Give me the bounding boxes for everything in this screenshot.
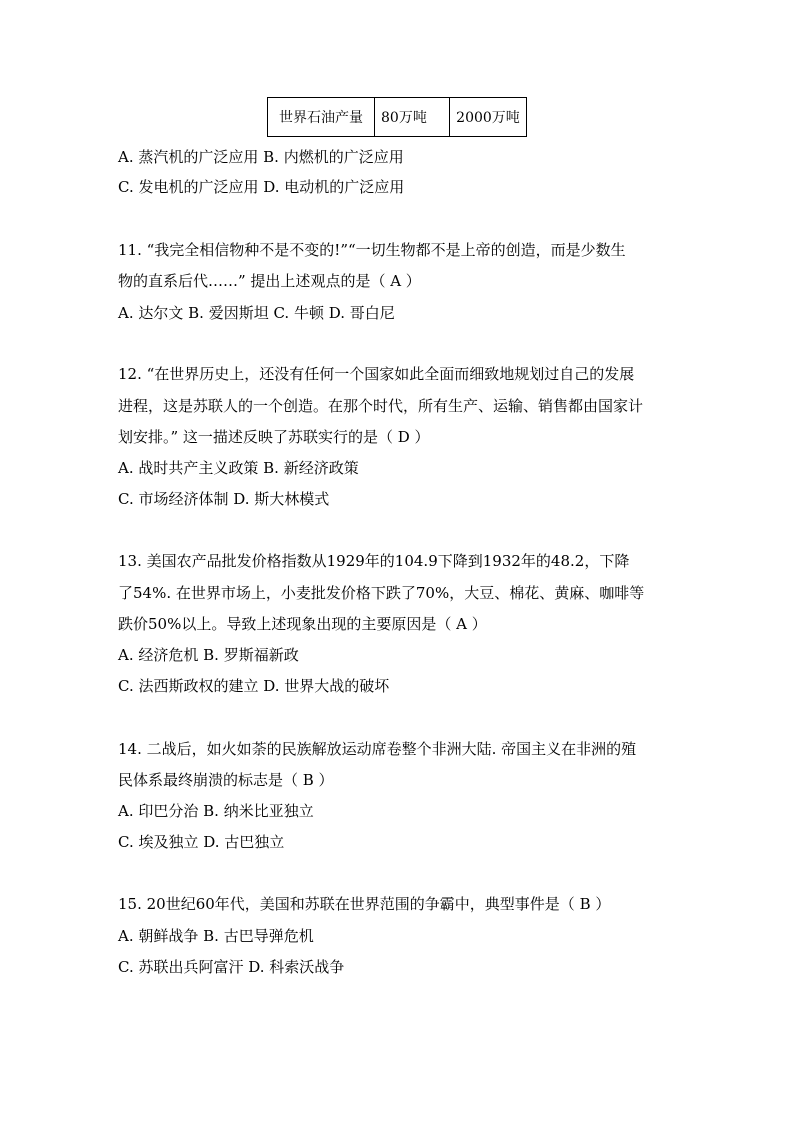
q12-stem-line-2: 进程，这是苏联人的一个创造。在那个时代，所有生产、运输、销售都由国家计: [118, 397, 644, 415]
q10-options-line-2: C. 发电机的广泛应用 D. 电动机的广泛应用: [118, 178, 405, 196]
q15-options-line-2: C. 苏联出兵阿富汗 D. 科索沃战争: [118, 958, 345, 976]
q12-stem-line-1: 12. “在世界历史上，还没有任何一个国家如此全面而细致地规划过自己的发展: [118, 365, 635, 383]
table-cell-value-2: 2000万吨: [450, 98, 527, 137]
table-cell-value-1: 80万吨: [375, 98, 450, 137]
q15-stem-line-1: 15. 20世纪60年代，美国和苏联在世界范围的争霸中，典型事件是（ B ）: [118, 895, 611, 913]
q14-stem-line-2: 民体系最终崩溃的标志是（ B ）: [118, 771, 334, 789]
table-row: [268, 98, 527, 137]
oil-production-table: [267, 97, 527, 137]
q14-options-line-1: A. 印巴分治 B. 纳米比亚独立: [118, 802, 314, 820]
q13-stem-line-1: 13. 美国农产品批发价格指数从1929年的104.9下降到1932年的48.2，下降: [118, 552, 630, 570]
q12-stem-line-3: 划安排。” 这一描述反映了苏联实行的是（ D ）: [118, 428, 430, 446]
q13-options-line-1: A. 经济危机 B. 罗斯福新政: [118, 646, 299, 664]
q13-options-line-2: C. 法西斯政权的建立 D. 世界大战的破坏: [118, 677, 390, 695]
q11-stem-line-1: 11. “我完全相信物种不是不变的!”“一切生物都不是上帝的创造，而是少数生: [118, 241, 626, 259]
q10-options-line-1: A. 蒸汽机的广泛应用 B. 内燃机的广泛应用: [118, 148, 404, 166]
table-cell-label: 世界石油产量: [268, 98, 375, 137]
q12-options-line-2: C. 市场经济体制 D. 斯大林模式: [118, 490, 330, 508]
q14-stem-line-1: 14. 二战后，如火如荼的民族解放运动席卷整个非洲大陆. 帝国主义在非洲的殖: [118, 740, 637, 758]
q12-options-line-1: A. 战时共产主义政策 B. 新经济政策: [118, 459, 359, 477]
q14-options-line-2: C. 埃及独立 D. 古巴独立: [118, 833, 285, 851]
q15-options-line-1: A. 朝鲜战争 B. 古巴导弹危机: [118, 927, 314, 945]
q13-stem-line-3: 跌价50%以上。导致上述现象出现的主要原因是（ A ）: [118, 615, 487, 633]
q11-options-line-1: A. 达尔文 B. 爱因斯坦 C. 牛顿 D. 哥白尼: [118, 304, 395, 322]
q13-stem-line-2: 了54%. 在世界市场上，小麦批发价格下跌了70%，大豆、棉花、黄麻、咖啡等: [118, 584, 645, 602]
q11-stem-line-2: 物的直系后代……” 提出上述观点的是（ A ）: [118, 272, 421, 290]
